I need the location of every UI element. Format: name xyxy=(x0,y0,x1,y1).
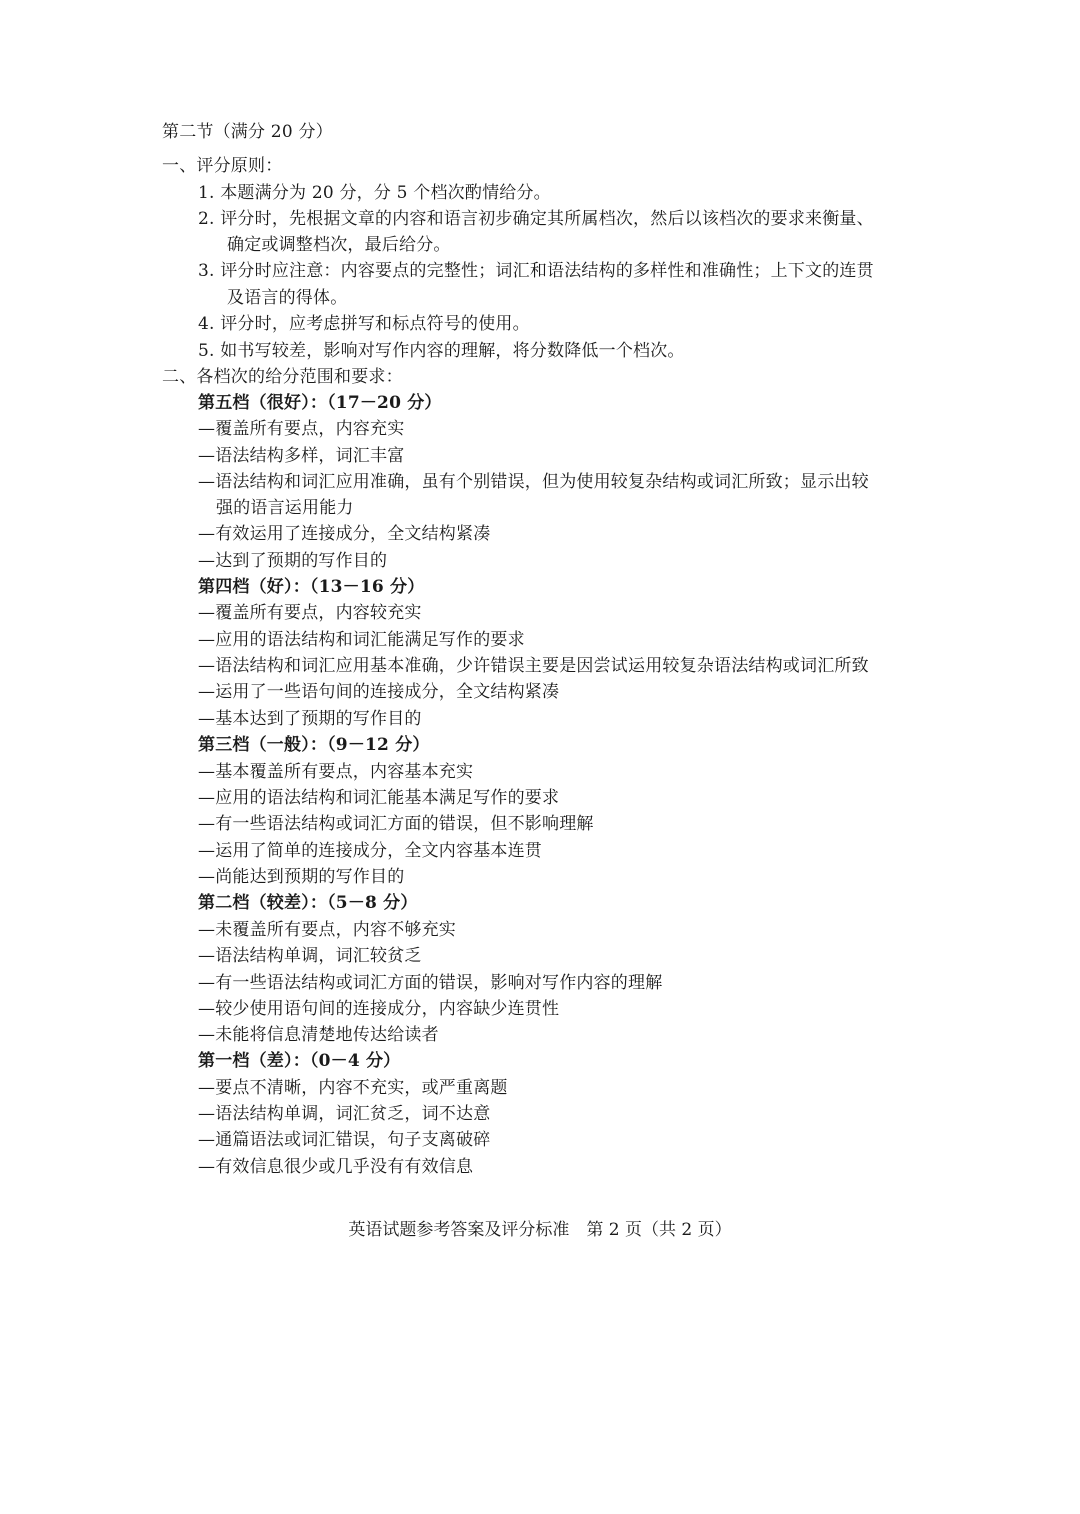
grade-5-line: —语法结构和词汇应用准确，虽有个别错误，但为使用较复杂结构或词汇所致；显示出较 xyxy=(198,472,869,492)
grade-3-line: —应用的语法结构和词汇能基本满足写作的要求 xyxy=(198,788,560,808)
grade-5-line: —达到了预期的写作目的 xyxy=(198,551,388,571)
rule-5: 5. 如书写较差，影响对写作内容的理解，将分数降低一个档次。 xyxy=(198,341,685,361)
rule-4: 4. 评分时，应考虑拼写和标点符号的使用。 xyxy=(198,314,530,334)
grade-4-title: 第四档（好）：（13－16 分） xyxy=(198,577,425,597)
grade-5-line: —语法结构多样，词汇丰富 xyxy=(198,446,405,466)
grade-5-line: —有效运用了连接成分，全文结构紧凑 xyxy=(198,524,491,544)
grade-1-title: 第一档（差）：（0－4 分） xyxy=(198,1051,401,1071)
grade-5-line: 强的语言运用能力 xyxy=(216,498,354,518)
grade-4-line: —运用了一些语句间的连接成分，全文结构紧凑 xyxy=(198,682,560,702)
rule-1: 1. 本题满分为 20 分，分 5 个档次酌情给分。 xyxy=(198,183,551,203)
grade-3-line: —尚能达到预期的写作目的 xyxy=(198,867,405,887)
grade-3-line: —基本覆盖所有要点，内容基本充实 xyxy=(198,762,474,782)
page-footer: 英语试题参考答案及评分标准 第 2 页（共 2 页） xyxy=(348,1220,732,1240)
grade-3-line: —运用了简单的连接成分，全文内容基本连贯 xyxy=(198,841,542,861)
grade-1-line: —通篇语法或词汇错误，句子支离破碎 xyxy=(198,1130,491,1150)
grade-4-line: —应用的语法结构和词汇能满足写作的要求 xyxy=(198,630,525,650)
rule-2-line-2: 确定或调整档次，最后给分。 xyxy=(227,235,451,255)
grade-2-line: —未能将信息清楚地传达给读者 xyxy=(198,1025,439,1045)
grade-3-title: 第三档（一般）：（9－12 分） xyxy=(198,735,430,755)
grade-2-title: 第二档（较差）：（5－8 分） xyxy=(198,893,418,913)
grade-2-line: —语法结构单调，词汇较贫乏 xyxy=(198,946,422,966)
grade-1-line: —有效信息很少或几乎没有有效信息 xyxy=(198,1157,474,1177)
grade-1-line: —要点不清晰，内容不充实，或严重离题 xyxy=(198,1078,508,1098)
grade-2-line: —有一些语法结构或词汇方面的错误，影响对写作内容的理解 xyxy=(198,973,663,993)
grade-2-line: —未覆盖所有要点，内容不够充实 xyxy=(198,920,456,940)
grade-5-title: 第五档（很好）：（17－20 分） xyxy=(198,393,442,413)
grade-4-line: —语法结构和词汇应用基本准确，少许错误主要是因尝试运用较复杂语法结构或词汇所致 xyxy=(198,656,869,676)
rule-3-line-1: 3. 评分时应注意：内容要点的完整性；词汇和语法结构的多样性和准确性；上下文的连贯 xyxy=(198,261,874,281)
rule-3-line-2: 及语言的得体。 xyxy=(227,288,348,308)
grade-3-line: —有一些语法结构或词汇方面的错误，但不影响理解 xyxy=(198,814,594,834)
grade-5-line: —覆盖所有要点，内容充实 xyxy=(198,419,405,439)
section-title: 第二节（满分 20 分） xyxy=(162,122,333,142)
rule-2-line-1: 2. 评分时，先根据文章的内容和语言初步确定其所属档次，然后以该档次的要求来衡量、 xyxy=(198,209,874,229)
grade-4-line: —基本达到了预期的写作目的 xyxy=(198,709,422,729)
grade-4-line: —覆盖所有要点，内容较充实 xyxy=(198,603,422,623)
grade-1-line: —语法结构单调，词汇贫乏，词不达意 xyxy=(198,1104,491,1124)
grade-2-line: —较少使用语句间的连接成分，内容缺少连贯性 xyxy=(198,999,560,1019)
part1-heading: 一、评分原则： xyxy=(162,156,283,176)
part2-heading: 二、各档次的给分范围和要求： xyxy=(162,367,403,387)
